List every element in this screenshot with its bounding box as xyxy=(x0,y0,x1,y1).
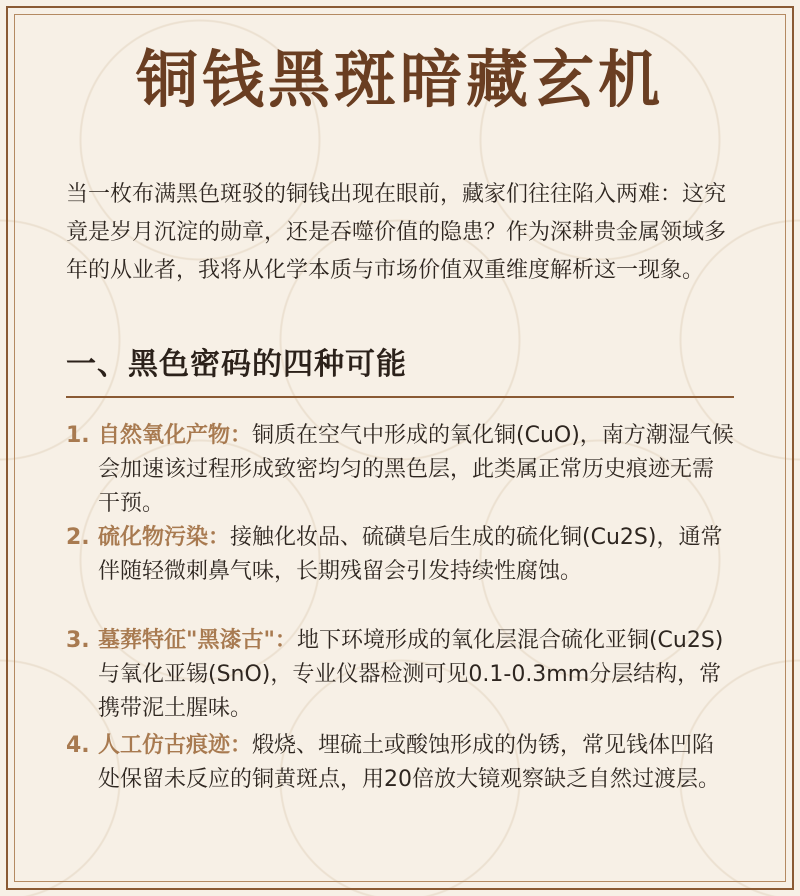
intro-paragraph: 当一枚布满黑色斑驳的铜钱出现在眼前，藏家们往往陷入两难：这究竟是岁月沉淀的勋章，还是吞噬价值的隐患？作为深耕贵金属领域多年的从业者，我将从化学本质与市场价值双重维度解析这一现象。 xyxy=(66,182,727,283)
list-item-content xyxy=(98,419,734,521)
list-item-number: 2. xyxy=(66,525,90,550)
list-item-text: 铜质在空气中形成的氧化铜(CuO)，南方潮湿气候会加速该过程形成致密均匀的黑色层，此类属正常历史痕迹无需干预。 xyxy=(98,423,734,516)
list-item-number: 3. xyxy=(66,628,90,653)
list-item-2 xyxy=(66,521,734,589)
page-title: 铜钱黑斑暗藏玄机 xyxy=(135,43,664,116)
list-item-text: 接触化妆品、硫磺皂后生成的硫化铜(Cu2S)，通常伴随轻微刺鼻气味，长期残留会引发持续性腐蚀。 xyxy=(98,525,723,584)
list-item-1 xyxy=(66,419,734,521)
list-item-number: 1. xyxy=(66,423,90,448)
list-item-content xyxy=(98,624,734,726)
list-item-4 xyxy=(66,729,734,797)
list-item-term: 自然氧化产物： xyxy=(98,423,253,448)
list-item-term: 墓葬特征"黑漆古"： xyxy=(98,628,297,653)
list-item-content xyxy=(98,729,734,797)
list-item-text: 煅烧、埋硫土或酸蚀形成的伪锈，常见钱体凹陷处保留未反应的铜黄斑点，用20倍放大镜观察缺乏自然过渡层。 xyxy=(98,733,720,792)
section-divider xyxy=(66,396,734,398)
list-item-content xyxy=(98,521,734,589)
list-item-text: 地下环境形成的氧化层混合硫化亚铜(Cu2S)与氧化亚锡(SnO)，专业仪器检测可见0.1-0.3mm分层结构，常携带泥土腥味。 xyxy=(98,628,724,721)
list-item-number: 4. xyxy=(66,733,90,758)
list-item-term: 硫化物污染： xyxy=(98,525,231,550)
list-item-term: 人工仿古痕迹： xyxy=(98,733,253,758)
section-heading: 一、黑色密码的四种可能 xyxy=(66,347,407,382)
list-item-3 xyxy=(66,624,734,726)
